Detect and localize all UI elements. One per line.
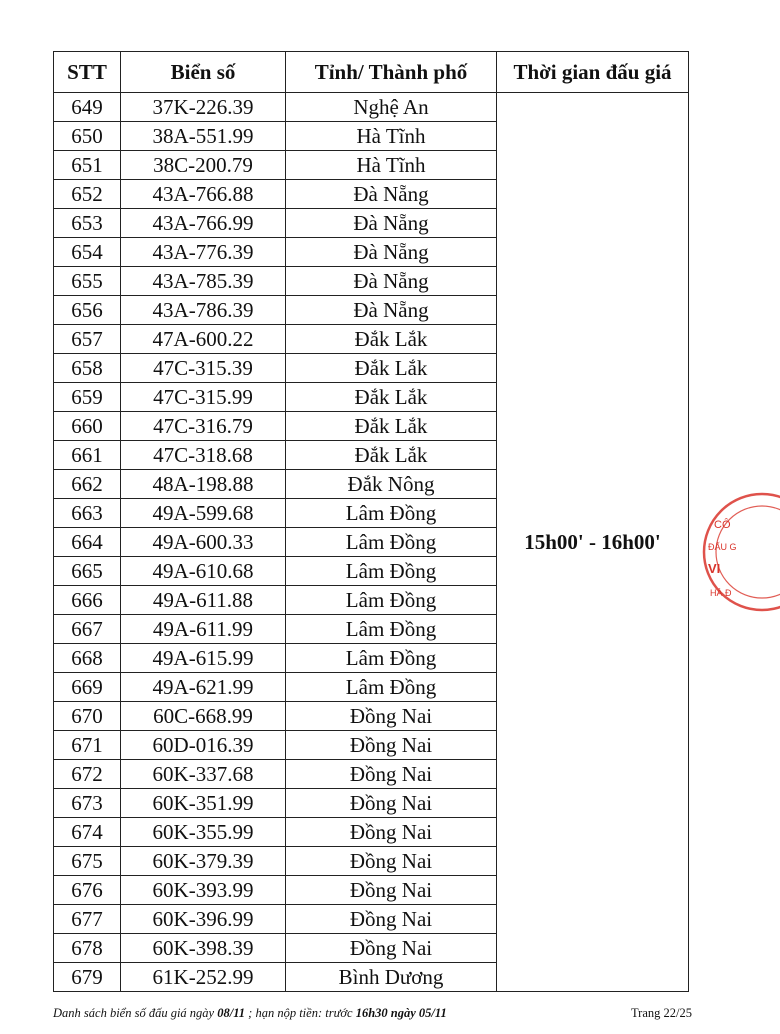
row-stt: 663 bbox=[54, 499, 121, 528]
row-stt: 674 bbox=[54, 818, 121, 847]
footer-auction-date: 08/11 bbox=[217, 1006, 246, 1020]
row-plate: 61K-252.99 bbox=[121, 963, 286, 992]
row-stt: 657 bbox=[54, 325, 121, 354]
row-stt: 666 bbox=[54, 586, 121, 615]
row-province: Nghệ An bbox=[286, 93, 497, 122]
table-body bbox=[54, 93, 689, 992]
row-province: Đồng Nai bbox=[286, 760, 497, 789]
row-province: Đồng Nai bbox=[286, 702, 497, 731]
stamp-text-main: VI bbox=[708, 561, 721, 576]
row-plate: 60C-668.99 bbox=[121, 702, 286, 731]
row-province: Đắk Lắk bbox=[286, 354, 497, 383]
row-province: Lâm Đồng bbox=[286, 499, 497, 528]
footer-text-1: Danh sách biển số đấu giá ngày bbox=[53, 1006, 218, 1020]
row-stt: 656 bbox=[54, 296, 121, 325]
row-plate: 47C-315.99 bbox=[121, 383, 286, 412]
row-province: Đắk Lắk bbox=[286, 325, 497, 354]
row-stt: 659 bbox=[54, 383, 121, 412]
row-province: Đồng Nai bbox=[286, 731, 497, 760]
row-stt: 654 bbox=[54, 238, 121, 267]
row-plate: 43A-776.39 bbox=[121, 238, 286, 267]
row-plate: 43A-786.39 bbox=[121, 296, 286, 325]
row-stt: 652 bbox=[54, 180, 121, 209]
row-stt: 662 bbox=[54, 470, 121, 499]
row-plate: 49A-621.99 bbox=[121, 673, 286, 702]
row-plate: 43A-766.99 bbox=[121, 209, 286, 238]
row-stt: 670 bbox=[54, 702, 121, 731]
stamp-text-top: CÔ bbox=[714, 519, 731, 531]
row-province: Đồng Nai bbox=[286, 905, 497, 934]
row-province: Lâm Đồng bbox=[286, 557, 497, 586]
page-number: Trang 22/25 bbox=[630, 1006, 692, 1020]
row-stt: 675 bbox=[54, 847, 121, 876]
row-stt: 650 bbox=[54, 122, 121, 151]
auction-time-cell: 15h00' - 16h00' bbox=[497, 93, 689, 992]
row-province: Đà Nẵng bbox=[286, 267, 497, 296]
row-province: Đắk Lắk bbox=[286, 383, 497, 412]
table-row bbox=[54, 93, 689, 122]
table-header-row bbox=[54, 52, 689, 93]
row-plate: 49A-611.99 bbox=[121, 615, 286, 644]
row-province: Bình Dương bbox=[286, 963, 497, 992]
row-stt: 655 bbox=[54, 267, 121, 296]
auction-table-container bbox=[53, 51, 689, 992]
row-province: Đắk Nông bbox=[286, 470, 497, 499]
row-province: Đồng Nai bbox=[286, 818, 497, 847]
row-plate: 60K-396.99 bbox=[121, 905, 286, 934]
row-stt: 649 bbox=[54, 93, 121, 122]
auction-table bbox=[53, 51, 689, 992]
row-province: Lâm Đồng bbox=[286, 528, 497, 557]
row-plate: 49A-600.33 bbox=[121, 528, 286, 557]
row-plate: 60K-355.99 bbox=[121, 818, 286, 847]
row-plate: 49A-599.68 bbox=[121, 499, 286, 528]
row-plate: 60K-393.99 bbox=[121, 876, 286, 905]
row-province: Lâm Đồng bbox=[286, 586, 497, 615]
row-stt: 664 bbox=[54, 528, 121, 557]
row-plate: 38A-551.99 bbox=[121, 122, 286, 151]
row-plate: 43A-785.39 bbox=[121, 267, 286, 296]
row-stt: 651 bbox=[54, 151, 121, 180]
row-plate: 49A-611.88 bbox=[121, 586, 286, 615]
row-stt: 661 bbox=[54, 441, 121, 470]
row-province: Đà Nẵng bbox=[286, 296, 497, 325]
row-plate: 60K-351.99 bbox=[121, 789, 286, 818]
row-stt: 679 bbox=[54, 963, 121, 992]
row-stt: 669 bbox=[54, 673, 121, 702]
row-plate: 47A-600.22 bbox=[121, 325, 286, 354]
row-province: Lâm Đồng bbox=[286, 673, 497, 702]
row-stt: 676 bbox=[54, 876, 121, 905]
footer-note bbox=[53, 1006, 693, 1021]
row-stt: 677 bbox=[54, 905, 121, 934]
row-plate: 48A-198.88 bbox=[121, 470, 286, 499]
row-province: Đồng Nai bbox=[286, 934, 497, 963]
row-province: Hà Tĩnh bbox=[286, 151, 497, 180]
row-province: Lâm Đồng bbox=[286, 644, 497, 673]
row-province: Đồng Nai bbox=[286, 847, 497, 876]
row-stt: 673 bbox=[54, 789, 121, 818]
row-stt: 653 bbox=[54, 209, 121, 238]
row-province: Đắk Lắk bbox=[286, 412, 497, 441]
header-plate: Biển số bbox=[121, 52, 286, 93]
row-plate: 47C-315.39 bbox=[121, 354, 286, 383]
stamp-text-bottom: HÀ Đ bbox=[710, 588, 732, 598]
row-stt: 668 bbox=[54, 644, 121, 673]
row-stt: 671 bbox=[54, 731, 121, 760]
row-plate: 60K-398.39 bbox=[121, 934, 286, 963]
header-time: Thời gian đấu giá bbox=[497, 52, 689, 93]
footer-text-2: ; hạn nộp tiền: trước bbox=[245, 1006, 356, 1020]
row-plate: 60K-337.68 bbox=[121, 760, 286, 789]
row-plate: 60D-016.39 bbox=[121, 731, 286, 760]
row-stt: 672 bbox=[54, 760, 121, 789]
row-stt: 665 bbox=[54, 557, 121, 586]
row-province: Đà Nẵng bbox=[286, 209, 497, 238]
row-stt: 660 bbox=[54, 412, 121, 441]
red-seal-stamp bbox=[700, 488, 780, 616]
row-province: Đắk Lắk bbox=[286, 441, 497, 470]
row-plate: 60K-379.39 bbox=[121, 847, 286, 876]
row-plate: 49A-615.99 bbox=[121, 644, 286, 673]
row-plate: 47C-318.68 bbox=[121, 441, 286, 470]
row-plate: 49A-610.68 bbox=[121, 557, 286, 586]
stamp-text-mid: ĐẤU G bbox=[708, 542, 737, 552]
row-plate: 47C-316.79 bbox=[121, 412, 286, 441]
header-province: Tỉnh/ Thành phố bbox=[286, 52, 497, 93]
row-plate: 43A-766.88 bbox=[121, 180, 286, 209]
row-stt: 667 bbox=[54, 615, 121, 644]
header-stt: STT bbox=[54, 52, 121, 93]
row-province: Đồng Nai bbox=[286, 789, 497, 818]
row-province: Đà Nẵng bbox=[286, 180, 497, 209]
row-plate: 38C-200.79 bbox=[121, 151, 286, 180]
row-province: Hà Tĩnh bbox=[286, 122, 497, 151]
row-stt: 678 bbox=[54, 934, 121, 963]
row-province: Lâm Đồng bbox=[286, 615, 497, 644]
row-province: Đà Nẵng bbox=[286, 238, 497, 267]
row-plate: 37K-226.39 bbox=[121, 93, 286, 122]
row-stt: 658 bbox=[54, 354, 121, 383]
footer-deadline: 16h30 ngày 05/11 bbox=[355, 1006, 447, 1020]
row-province: Đồng Nai bbox=[286, 876, 497, 905]
